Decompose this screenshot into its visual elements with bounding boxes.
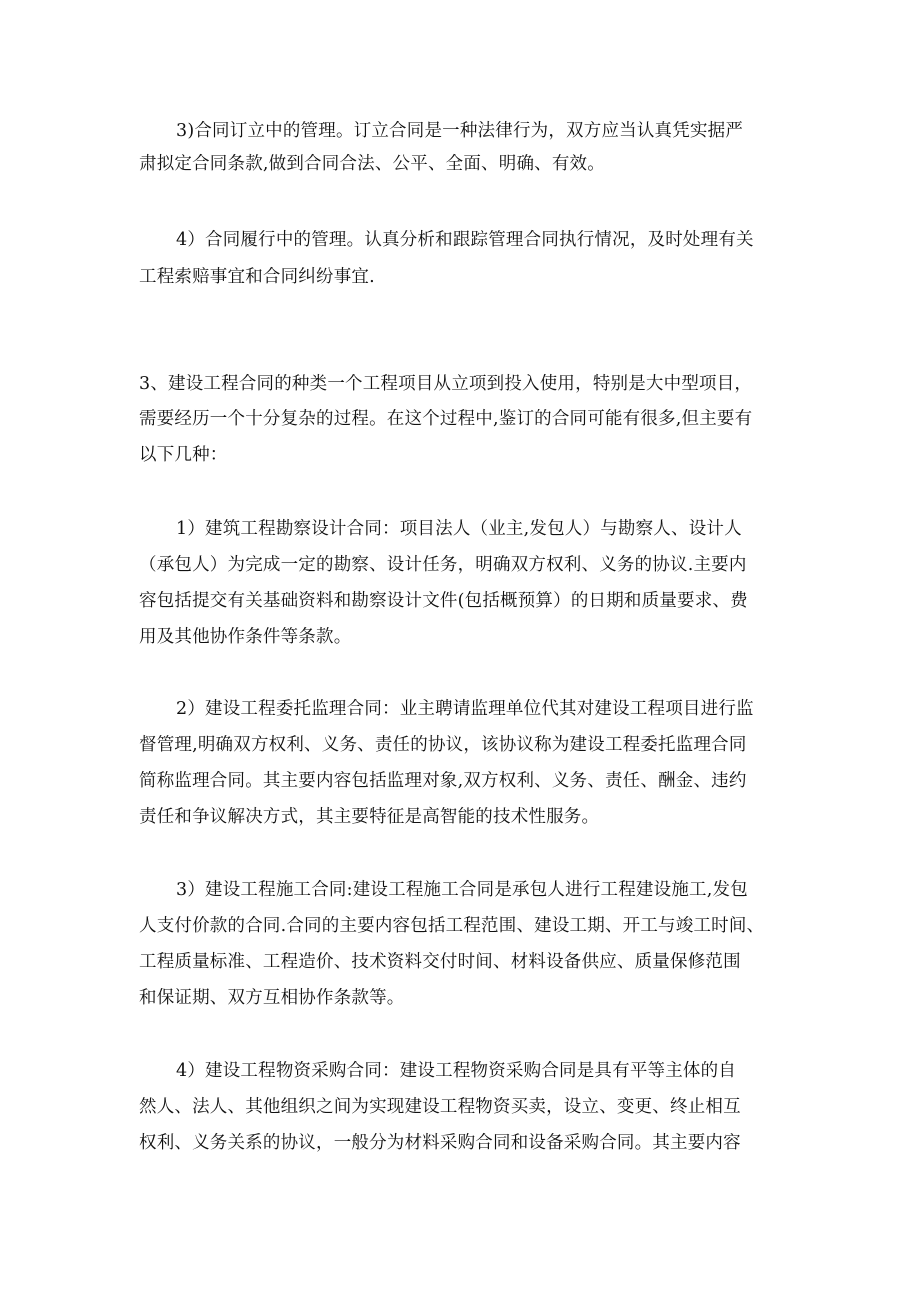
paragraph-line: 工程索赔事宜和合同纠纷事宜. [139,267,375,287]
paragraph-line: 需要经历一个十分复杂的过程。在这个过程中,鉴订的合同可能有很多,但主要有 [139,409,753,429]
paragraph-line: 然人、法人、其他组织之间为实现建设工程物资买卖，设立、变更、终止相互 [139,1097,741,1117]
paragraph-line: 督管理,明确双方权利、义务、责任的协议，该协议称为建设工程委托监理合同 [139,735,747,755]
paragraph-line: （承包人）为完成一定的勘察、设计任务，明确双方权利、义务的协议.主要内 [139,555,747,575]
paragraph-line: 肃拟定合同条款,做到合同合法、公平、全面、明确、有效。 [139,154,605,174]
paragraph-line: 3)合同订立中的管理。订立合同是一种法律行为，双方应当认真凭实据严 [176,121,744,141]
paragraph-line: 2）建设工程委托监理合同：业主聘请监理单位代其对建设工程项目进行监 [176,699,754,719]
paragraph-line: 4）合同履行中的管理。认真分析和跟踪管理合同执行情况，及时处理有关 [176,230,754,250]
paragraph-line: 工程质量标准、工程造价、技术资料交付时间、材料设备供应、质量保修范围 [139,952,741,972]
paragraph-line: 容包括提交有关基础资料和勘察设计文件(包括概预算）的日期和质量要求、费 [139,591,748,611]
paragraph-line: 权利、义务关系的协议，一般分为材料采购合同和设备采购合同。其主要内容 [139,1133,741,1153]
paragraph-line: 以下几种： [139,445,228,465]
paragraph-line: 3、建设工程合同的种类一个工程项目从立项到投入使用，特别是大中型项目， [139,374,753,394]
paragraph-line: 用及其他协作条件等条款。 [139,627,352,647]
paragraph-line: 3）建设工程施工合同:建设工程施工合同是承包人进行工程建设施工,发包 [176,880,748,900]
paragraph-line: 4）建设工程物资采购合同：建设工程物资采购合同是具有平等主体的自 [176,1061,737,1081]
paragraph-line: 简称监理合同。其主要内容包括监理对象,双方权利、义务、责任、酬金、违约 [139,771,747,791]
paragraph-line: 和保证期、双方互相协作条款等。 [139,988,405,1008]
paragraph-line: 人支付价款的合同.合同的主要内容包括工程范围、建设工期、开工与竣工时间、 [139,916,765,936]
paragraph-line: 责任和争议解决方式，其主要特征是高智能的技术性服务。 [139,807,600,827]
paragraph-line: 1）建筑工程勘察设计合同：项目法人（业主,发包人）与勘察人、设计人 [176,519,742,539]
